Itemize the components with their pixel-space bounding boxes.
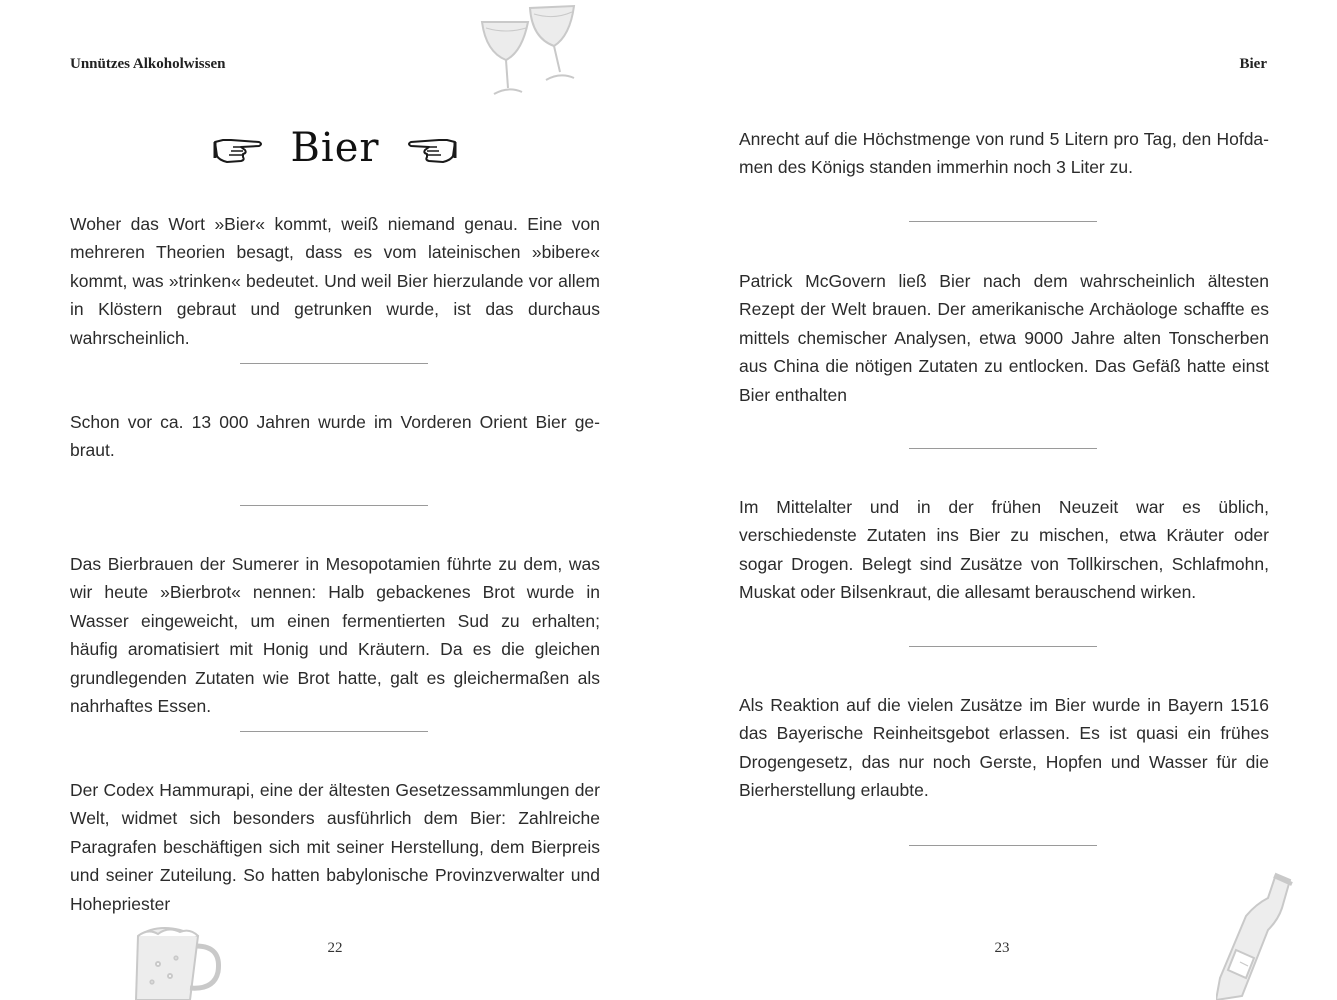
pointing-hand-right-icon: [213, 130, 265, 166]
section-divider: [909, 448, 1097, 449]
paragraph: Als Reaktion auf die vielen Zusätze im Bier wurde in Bayern 1516 das Bayerische Reinheitsgebot erlassen. Es ist quasi ein frühes Drogengesetz, das nur noch Gerste, Hopfen und Wasser für die Bierherstellung erlaubte.: [739, 695, 1269, 801]
right-page: [669, 0, 1337, 1000]
running-head-left: Unnützes Alkoholwissen: [70, 56, 226, 72]
beer-mug-icon: [128, 918, 226, 1000]
chapter-title: [70, 118, 600, 178]
section-divider: [909, 845, 1097, 846]
chapter-title-text: Bier: [290, 125, 380, 171]
beer-bottle-icon: [1216, 868, 1302, 1000]
paragraph: Der Codex Hammurapi, eine der ältesten Gesetzessammlungen der Welt, widmet sich besonders ausführlich dem Bier: Zahlreiche Paragrafen beschäftigen sich mit seiner Herstellung, dem Bierpreis und seiner Zuteilung. So hatten babylonische Provinzverwalter und Hohepriester: [70, 780, 600, 914]
cocktail-glasses-icon: [476, 0, 586, 104]
page-number-left: 22: [327, 940, 343, 956]
section-divider: [240, 505, 428, 506]
running-head-right: Bier: [1239, 56, 1267, 72]
left-page: [0, 0, 668, 1000]
paragraph: Anrecht auf die Höchstmenge von rund 5 Litern pro Tag, den Hofdamen des Königs standen immerhin noch 3 Liter zu.: [739, 129, 1269, 178]
pointing-hand-left-icon: [405, 130, 457, 166]
section-divider: [909, 646, 1097, 647]
section-divider: [240, 731, 428, 732]
paragraph: Das Bierbrauen der Sumerer in Mesopotamien führte zu dem, was wir heute »Bierbrot« nennen: Halb gebackenes Brot wurde in Wasser eingeweicht, um einen fermentierten Sud zu erhalten; häufig aromatisiert mit Honig und Kräutern. Da es die gleichen grundlegenden Zutaten wie Brot hatte, galt es gleichermaßen als nahrhaftes Essen.: [70, 554, 600, 717]
paragraph: Schon vor ca. 13 000 Jahren wurde im Vorderen Orient Bier gebraut.: [70, 412, 600, 461]
section-divider: [240, 363, 428, 364]
section-divider: [909, 221, 1097, 222]
page-number-right: 23: [994, 940, 1010, 956]
paragraph: Woher das Wort »Bier« kommt, weiß niemand genau. Eine von mehreren Theorien besagt, dass es vom lateinischen »bibere« kommt, was »trinken« bedeutet. Und weil Bier hierzulande vor allem in Klöstern gebraut und getrunken wurde, ist das durchaus wahrscheinlich.: [70, 214, 600, 348]
paragraph: Im Mittelalter und in der frühen Neuzeit war es üblich, verschiedenste Zutaten ins Bier zu mischen, etwa Kräuter oder sogar Drogen. Belegt sind Zusätze von Tollkirschen, Schlafmohn, Muskat oder Bilsenkraut, die allesamt berauschend wirken.: [739, 497, 1269, 603]
paragraph: Patrick McGovern ließ Bier nach dem wahrscheinlich ältesten Rezept der Welt brauen. Der amerikanische Archäologe schaffte es mittels chemischer Analysen, etwa 9000 Jahre alten Tonscherben aus China die nötigen Zutaten zu entlocken. Das Gefäß hatte einst Bier enthalten: [739, 271, 1269, 405]
